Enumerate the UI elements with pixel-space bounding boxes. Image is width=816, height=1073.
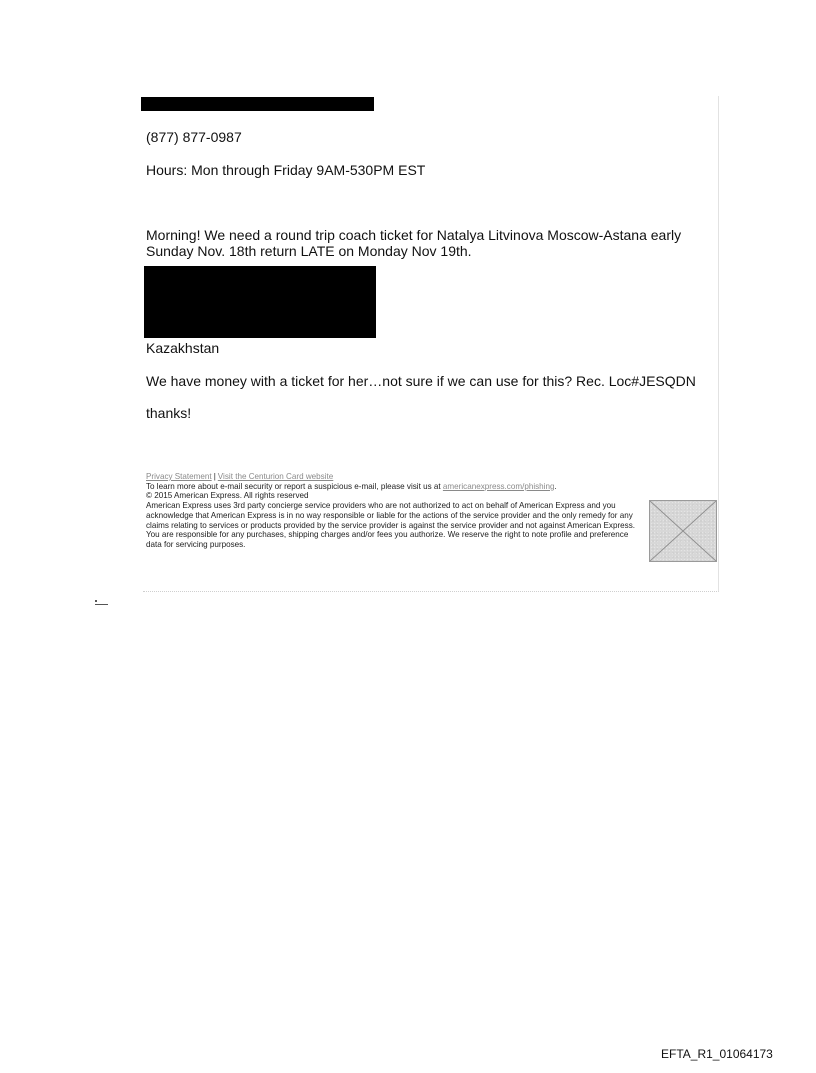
scan-artifact-dot: [95, 600, 97, 602]
email-request-text: Morning! We need a round trip coach ticket for Natalya Litvinova Moscow-Astana early Sunday Nov. 18th return LATE on Monday Nov 19th.: [146, 227, 682, 259]
footer-links-row: [146, 472, 646, 482]
email-footer: [146, 472, 646, 550]
privacy-statement-link[interactable]: Privacy Statement: [146, 472, 212, 481]
email-signoff: thanks!: [146, 405, 192, 421]
broken-image-icon: [649, 500, 717, 562]
phishing-link[interactable]: americanexpress.com/phishing: [442, 481, 555, 491]
bates-number: EFTA_R1_01064173: [661, 1047, 773, 1061]
contact-hours: Hours: Mon through Friday 9AM-530PM EST: [146, 162, 426, 178]
email-money-note: We have money with a ticket for her…not sure if we can use for this? Rec. Loc#JESQDN: [146, 373, 696, 389]
footer-security-row: [146, 482, 646, 492]
footer-copyright: © 2015 American Express. All rights reserved: [146, 491, 309, 501]
address-country: Kazakhstan: [146, 340, 220, 356]
footer-disclaimer: American Express uses 3rd party concierge service providers who are not authorized to act on behalf of American Express and you acknowledge that American Express is in no way responsible or liable for the actions of the service provider and the only remedy for any claims relating to services or products provided by the service provider is against the service provider and not against American Express. You are responsible for any purchases, shipping charges and/or fees you authorize. We reserve the right to note profile and preference data for servicing purposes.: [146, 501, 636, 549]
contact-phone: (877) 877-0987: [146, 129, 242, 145]
redaction-bar-header: [141, 97, 374, 111]
security-prefix-text: To learn more about e-mail security or report a suspicious e-mail, please visit us at: [146, 481, 443, 491]
centurion-card-link[interactable]: Visit the Centurion Card website: [217, 472, 334, 481]
scan-artifact-line: [95, 604, 108, 605]
security-suffix-text: .: [554, 481, 557, 491]
footer-link-separator: |: [213, 472, 216, 481]
redaction-block-address: [144, 266, 376, 338]
